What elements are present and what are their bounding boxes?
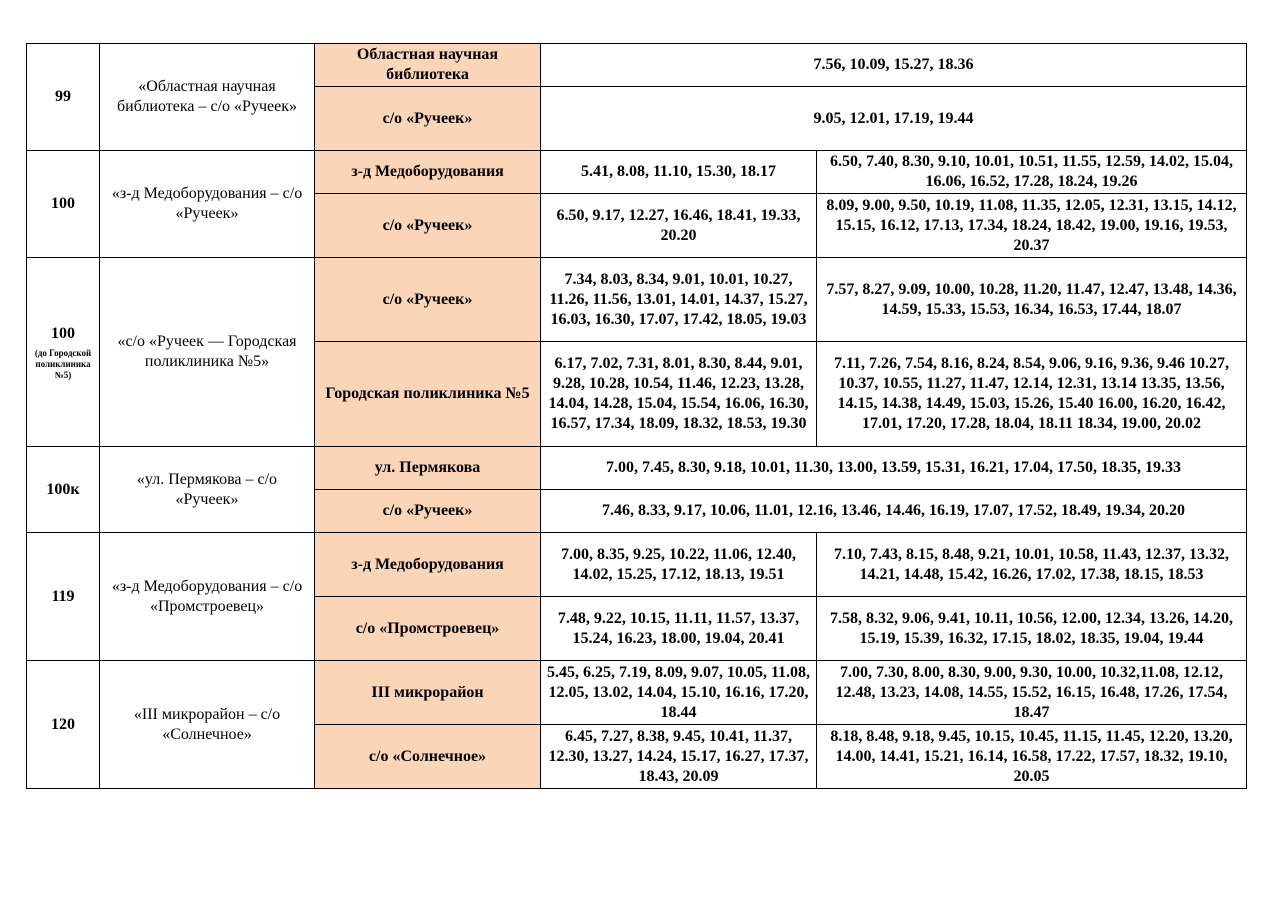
departure-times: 7.11, 7.26, 7.54, 8.16, 8.24, 8.54, 9.06, 9.16, 9.36, 9.46 10.27, 10.37, 10.55, 11.27, 11.47, 12.14, 12.31, 13.14 13.35, 13.56, 14.15, 14.38, 14.49, 15.03, 15.26, 15.40 16.00, 16.20, 16.42, 17.01, 17.20, 17.28, 18.04, 18.11 18.34, 19.00, 20.02: [817, 342, 1247, 447]
departure-times: 7.00, 7.45, 8.30, 9.18, 10.01, 11.30, 13.00, 13.59, 15.31, 16.21, 17.04, 17.50, 18.35, 19.33: [541, 447, 1247, 490]
departure-times: 6.50, 7.40, 8.30, 9.10, 10.01, 10.51, 11.55, 12.59, 14.02, 15.04, 16.06, 16.52, 17.28, 18.24, 19.26: [817, 151, 1247, 194]
route-name: «с/о «Ручеек — Городская поликлиника №5»: [100, 258, 315, 447]
stop-name: з-д Медоборудования: [315, 533, 541, 597]
table-row: [27, 258, 1247, 342]
stop-name: Городская поликлиника №5: [315, 342, 541, 447]
route-number: 100к: [27, 447, 100, 533]
route-number: 99: [27, 44, 100, 151]
departure-times: 7.00, 7.30, 8.00, 8.30, 9.00, 9.30, 10.00, 10.32,11.08, 12.12, 12.48, 13.23, 14.08, 14.55, 15.52, 16.15, 16.48, 17.26, 17.54, 18.47: [817, 661, 1247, 725]
departure-times: 6.17, 7.02, 7.31, 8.01, 8.30, 8.44, 9.01, 9.28, 10.28, 10.54, 11.46, 12.23, 13.28, 14.04, 14.28, 15.04, 15.54, 16.06, 16.30, 16.57, 17.34, 18.09, 18.32, 18.53, 19.30: [541, 342, 817, 447]
route-number: 100: [27, 151, 100, 258]
stop-name: с/о «Ручеек»: [315, 490, 541, 533]
departure-times: 8.09, 9.00, 9.50, 10.19, 11.08, 11.35, 12.05, 12.31, 13.15, 14.12, 15.15, 16.12, 17.13, 17.34, 18.24, 18.42, 19.00, 19.16, 19.53, 20.37: [817, 194, 1247, 258]
stop-name: III микрорайон: [315, 661, 541, 725]
route-name: «з-д Медоборудования – с/о «Ручеек»: [100, 151, 315, 258]
departure-times: 7.58, 8.32, 9.06, 9.41, 10.11, 10.56, 12.00, 12.34, 13.26, 14.20, 15.19, 15.39, 16.32, 17.15, 18.02, 18.35, 19.04, 19.44: [817, 597, 1247, 661]
route-name: «III микрорайон – с/о «Солнечное»: [100, 661, 315, 789]
route-name: «Областная научная библиотека – с/о «Ручеек»: [100, 44, 315, 151]
table-row: [27, 44, 1247, 87]
table-row: [27, 447, 1247, 490]
stop-name: с/о «Ручеек»: [315, 87, 541, 151]
stop-name: с/о «Солнечное»: [315, 725, 541, 789]
route-number: 119: [27, 533, 100, 661]
route-name: «з-д Медоборудования – с/о «Промстроевец»: [100, 533, 315, 661]
stop-name: с/о «Промстроевец»: [315, 597, 541, 661]
route-number: [27, 258, 100, 447]
table-row: [27, 533, 1247, 597]
route-number-value: 100: [51, 324, 75, 342]
route-number: 120: [27, 661, 100, 789]
table-row: [27, 151, 1247, 194]
departure-times: 7.57, 8.27, 9.09, 10.00, 10.28, 11.20, 11.47, 12.47, 13.48, 14.36, 14.59, 15.33, 15.53, 16.34, 16.53, 17.44, 18.07: [817, 258, 1247, 342]
departure-times: 5.45, 6.25, 7.19, 8.09, 9.07, 10.05, 11.08, 12.05, 13.02, 14.04, 15.10, 16.16, 17.20, 18.44: [541, 661, 817, 725]
departure-times: 7.00, 8.35, 9.25, 10.22, 11.06, 12.40, 14.02, 15.25, 17.12, 18.13, 19.51: [541, 533, 817, 597]
route-name: «ул. Пермякова – с/о «Ручеек»: [100, 447, 315, 533]
stop-name: с/о «Ручеек»: [315, 194, 541, 258]
departure-times: 7.46, 8.33, 9.17, 10.06, 11.01, 12.16, 13.46, 14.46, 16.19, 17.07, 17.52, 18.49, 19.34, 20.20: [541, 490, 1247, 533]
departure-times: 7.48, 9.22, 10.15, 11.11, 11.57, 13.37, 15.24, 16.23, 18.00, 19.04, 20.41: [541, 597, 817, 661]
stop-name: Областная научная библиотека: [315, 44, 541, 87]
stop-name: ул. Пермякова: [315, 447, 541, 490]
departure-times: 8.18, 8.48, 9.18, 9.45, 10.15, 10.45, 11.15, 11.45, 12.20, 13.20, 14.00, 14.41, 15.21, 16.14, 16.58, 17.22, 17.57, 18.32, 19.10, 20.05: [817, 725, 1247, 789]
stop-name: з-д Медоборудования: [315, 151, 541, 194]
departure-times: 7.56, 10.09, 15.27, 18.36: [541, 44, 1247, 87]
table-row: [27, 661, 1247, 725]
departure-times: 9.05, 12.01, 17.19, 19.44: [541, 87, 1247, 151]
route-note: (до Городской поликлиника №5): [34, 347, 92, 380]
stop-name: с/о «Ручеек»: [315, 258, 541, 342]
schedule-table: [26, 43, 1247, 789]
departure-times: 6.45, 7.27, 8.38, 9.45, 10.41, 11.37, 12.30, 13.27, 14.24, 15.17, 16.27, 17.37, 18.43, 20.09: [541, 725, 817, 789]
departure-times: 6.50, 9.17, 12.27, 16.46, 18.41, 19.33, 20.20: [541, 194, 817, 258]
departure-times: 7.10, 7.43, 8.15, 8.48, 9.21, 10.01, 10.58, 11.43, 12.37, 13.32, 14.21, 14.48, 15.42, 16.26, 17.02, 17.38, 18.15, 18.53: [817, 533, 1247, 597]
departure-times: 5.41, 8.08, 11.10, 15.30, 18.17: [541, 151, 817, 194]
departure-times: 7.34, 8.03, 8.34, 9.01, 10.01, 10.27, 11.26, 11.56, 13.01, 14.01, 14.37, 15.27, 16.03, 16.30, 17.07, 17.42, 18.05, 19.03: [541, 258, 817, 342]
